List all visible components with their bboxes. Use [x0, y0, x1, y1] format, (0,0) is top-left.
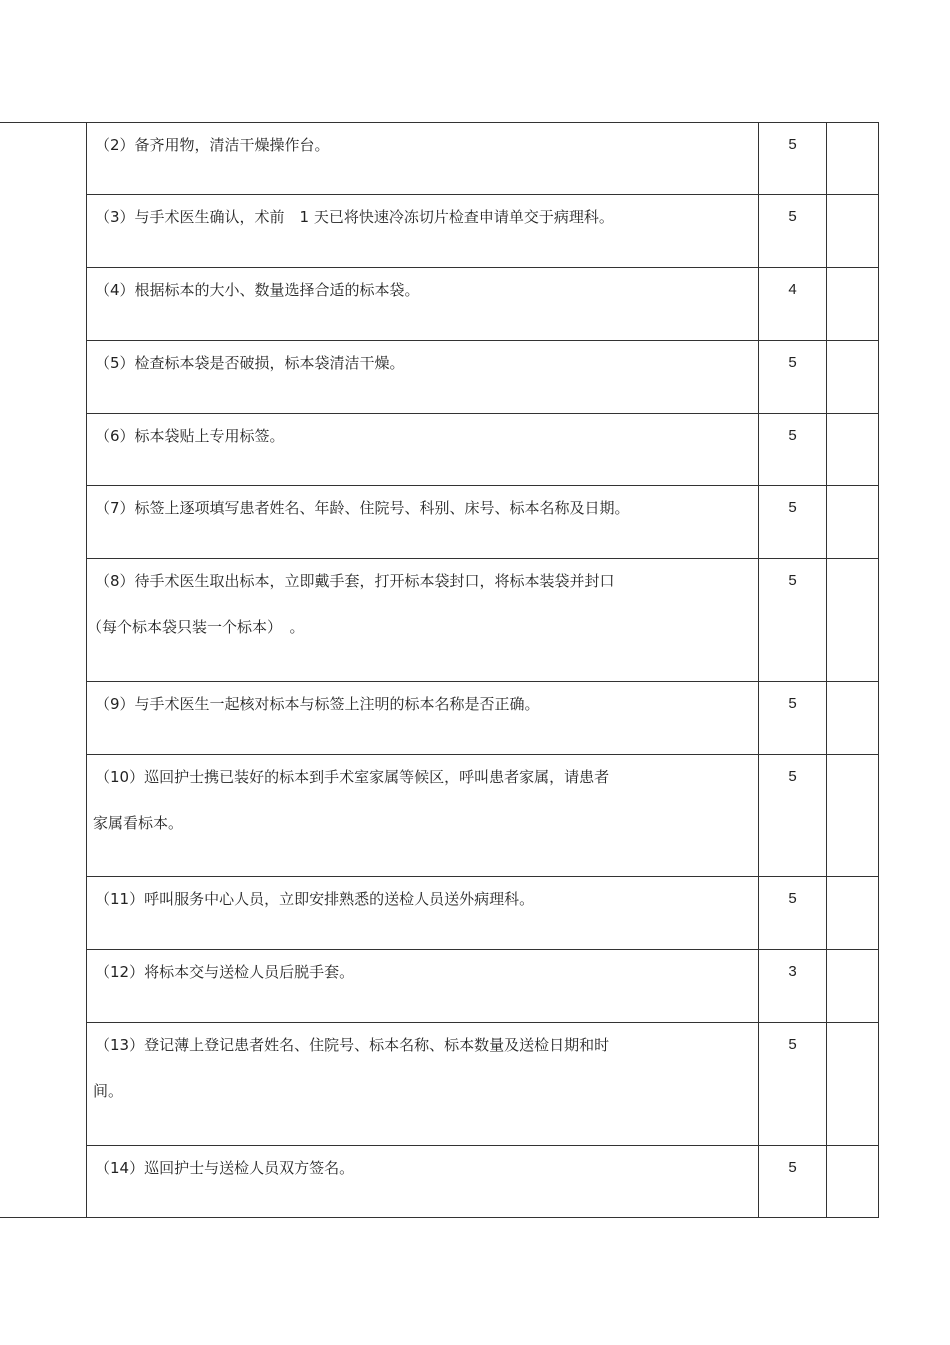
step-score: 5: [788, 499, 797, 516]
table-row: [0, 195, 879, 268]
step-text: （4）根据标本的大小、数量选择合适的标本袋。: [95, 281, 420, 299]
step-cell: [87, 341, 759, 414]
step-text: （3）与手术医生确认，术前 1 天已将快速冷冻切片检查申请单交于病理科。: [95, 208, 614, 226]
score-cell: [759, 950, 827, 1023]
step-cell: [87, 682, 759, 755]
step-text: （8）待手术医生取出标本，立即戴手套，打开标本袋封口，将标本装袋并封口: [95, 572, 615, 590]
step-text: （11）呼叫服务中心人员，立即安排熟悉的送检人员送外病理科。: [95, 890, 535, 908]
table-row: [0, 877, 879, 950]
deduction-cell: [827, 950, 879, 1023]
table-row: [0, 268, 879, 341]
category-cell: [0, 123, 87, 1218]
table-row: [0, 486, 879, 559]
deduction-cell: [827, 123, 879, 195]
deduction-cell: [827, 1146, 879, 1218]
nursing-procedure-table: [0, 122, 879, 1218]
step-cell: [87, 755, 759, 877]
step-text-continued: 间。: [93, 1082, 124, 1100]
step-score: 5: [788, 1159, 797, 1176]
deduction-cell: [827, 877, 879, 950]
step-text: （7）标签上逐项填写患者姓名、年龄、住院号、科别、床号、标本名称及日期。: [95, 499, 630, 517]
deduction-cell: [827, 414, 879, 486]
deduction-cell: [827, 559, 879, 682]
score-cell: [759, 268, 827, 341]
deduction-cell: [827, 268, 879, 341]
deduction-cell: [827, 1023, 879, 1146]
step-cell: [87, 559, 759, 682]
score-cell: [759, 341, 827, 414]
step-score: 5: [788, 427, 797, 444]
table-row: [0, 123, 879, 195]
step-score: 5: [788, 572, 797, 589]
step-cell: [87, 414, 759, 486]
table-row: [0, 1023, 879, 1146]
score-cell: [759, 195, 827, 268]
step-score: 5: [788, 208, 797, 225]
step-score: 3: [788, 963, 797, 980]
step-cell: [87, 950, 759, 1023]
step-text: （2）备齐用物，清洁干燥操作台。: [95, 136, 330, 154]
deduction-cell: [827, 195, 879, 268]
step-score: 4: [788, 281, 797, 298]
step-score: 5: [788, 890, 797, 907]
deduction-cell: [827, 682, 879, 755]
step-score: 5: [788, 1036, 797, 1053]
table-row: [0, 950, 879, 1023]
step-cell: [87, 877, 759, 950]
table-row: [0, 341, 879, 414]
score-cell: [759, 682, 827, 755]
step-cell: [87, 486, 759, 559]
step-text-continued: （每个标本袋只装一个标本） 。: [87, 618, 305, 636]
table-row: [0, 755, 879, 877]
table-row: [0, 682, 879, 755]
score-cell: [759, 486, 827, 559]
deduction-cell: [827, 755, 879, 877]
table-row: [0, 559, 879, 682]
step-cell: [87, 123, 759, 195]
step-cell: [87, 1023, 759, 1146]
step-score: 5: [788, 695, 797, 712]
table-row: [0, 1146, 879, 1218]
step-cell: [87, 1146, 759, 1218]
score-cell: [759, 755, 827, 877]
score-cell: [759, 123, 827, 195]
step-text: （14）巡回护士与送检人员双方签名。: [95, 1159, 355, 1177]
table-row: [0, 414, 879, 486]
deduction-cell: [827, 486, 879, 559]
step-score: 5: [788, 354, 797, 371]
score-cell: [759, 559, 827, 682]
score-cell: [759, 414, 827, 486]
step-text-continued: 家属看标本。: [93, 814, 184, 832]
step-text: （10）巡回护士携已装好的标本到手术室家属等候区，呼叫患者家属，请患者: [95, 768, 610, 786]
score-cell: [759, 1023, 827, 1146]
deduction-cell: [827, 341, 879, 414]
step-score: 5: [788, 136, 797, 153]
step-cell: [87, 195, 759, 268]
step-score: 5: [788, 768, 797, 785]
step-text: （12）将标本交与送检人员后脱手套。: [95, 963, 355, 981]
step-text: （6）标本袋贴上专用标签。: [95, 427, 285, 445]
score-cell: [759, 1146, 827, 1218]
step-text: （9）与手术医生一起核对标本与标签上注明的标本名称是否正确。: [95, 695, 540, 713]
step-text: （5）检查标本袋是否破损，标本袋清洁干燥。: [95, 354, 405, 372]
step-text: （13）登记薄上登记患者姓名、住院号、标本名称、标本数量及送检日期和时: [95, 1036, 610, 1054]
step-cell: [87, 268, 759, 341]
score-cell: [759, 877, 827, 950]
